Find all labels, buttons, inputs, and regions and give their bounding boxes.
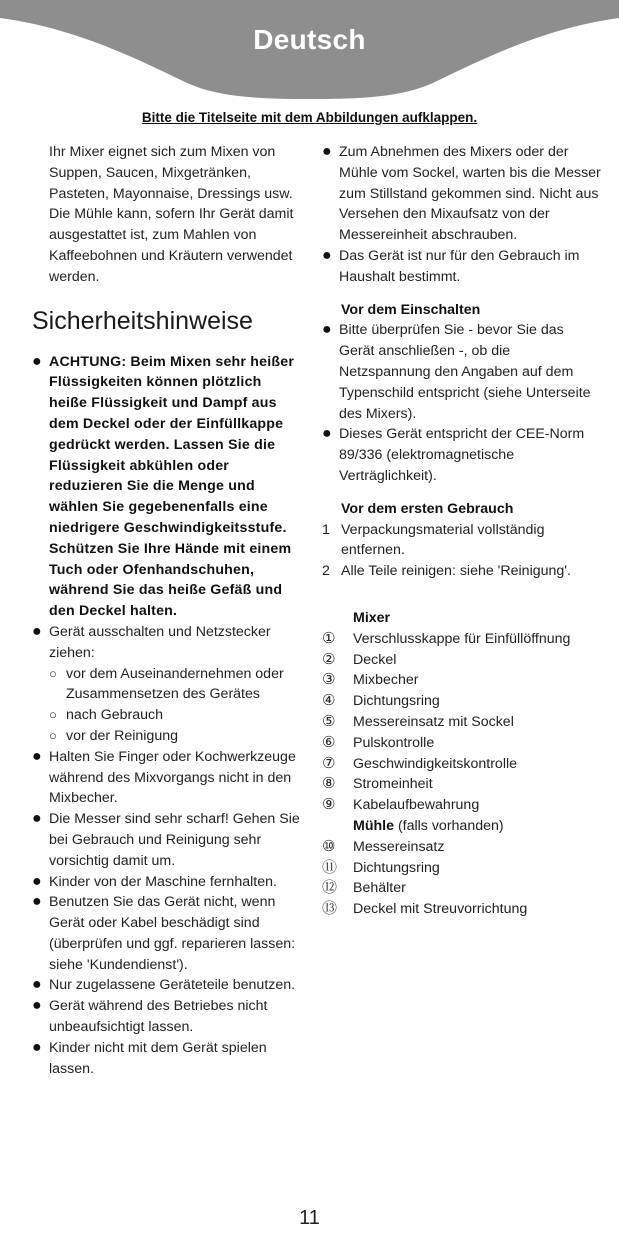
step-item (322, 561, 602, 582)
part-text: Messereinsatz mit Sockel (353, 713, 514, 730)
intro-paragraph: Ihr Mixer eignet sich zum Mixen von Suppen, Saucen, Mixgetränken, Pasteten, Mayonnaise, Dressings usw. Die Mühle kann, sofern Ihr Gerät damit ausgestattet ist, zum Mahlen von Kaffeebohnen und Kräutern verwendet werden. (49, 144, 294, 285)
bullet-icon: ● (32, 352, 42, 370)
part-text: Deckel mit Streuvorrichtung (353, 901, 528, 918)
grinder-parts-list (322, 837, 602, 920)
part-text: Deckel (353, 651, 397, 668)
grinder-note: (falls vorhanden) (397, 817, 504, 834)
part-item (322, 878, 602, 899)
part-number: ⑦ (322, 754, 336, 772)
circle-bullet-icon: ○ (49, 707, 57, 723)
part-text: Messereinsatz (353, 838, 445, 855)
list-item (32, 809, 302, 871)
section-heading-safety: Sicherheitshinweise (32, 306, 253, 335)
header-title: Deutsch (253, 24, 366, 55)
bullet-icon: ● (322, 246, 332, 264)
part-text: Verschlusskappe für Einfüllöffnung (353, 630, 571, 647)
part-number: ③ (322, 671, 336, 689)
list-item (32, 892, 302, 975)
part-item (322, 670, 602, 691)
subtitle-instruction: Bitte die Titelseite mit dem Abbildungen aufklappen. (141, 110, 478, 125)
list-item-text: Halten Sie Finger oder Kochwerkzeuge während des Mixvorgangs nicht in den Mixbecher. (49, 748, 296, 807)
bullet-icon: ● (322, 425, 332, 443)
right-column (322, 142, 602, 920)
warning-text: ACHTUNG: Beim Mixen sehr heißer Flüssigkeiten können plötzlich heiße Flüssigkeit und Dampf aus dem Deckel oder der Einfüllkappe gedrückt werden. Lassen Sie die Flüssigkeit abkühlen oder reduzieren Sie die Menge und wählen Sie gegebenenfalls eine niedrigere Geschwindigkeitsstufe. Schützen Sie Ihre Hände mit einem Tuch oder Ofenhandschuhen, während Sie das heiße Gefäß und den Deckel halten. (49, 353, 295, 620)
list-item (32, 747, 302, 809)
bullet-icon: ● (32, 1038, 42, 1056)
bullet-icon: ● (32, 747, 42, 765)
heading-mixer: Mixer (353, 609, 391, 626)
list-item-text: Gerät ausschalten und Netzstecker ziehen: (49, 623, 271, 661)
list-item (32, 1038, 302, 1080)
list-item (32, 352, 302, 622)
part-number: ① (322, 629, 336, 647)
list-item (32, 622, 302, 747)
part-item (322, 733, 602, 754)
sublist-item-text: vor der Reinigung (66, 727, 178, 744)
list-item-text: Dieses Gerät entspricht der CEE-Norm 89/336 (elektromagnetische Verträglichkeit). (339, 426, 585, 484)
part-number: ⑥ (322, 733, 336, 751)
list-item-text: Gerät während des Betriebes nicht unbeaufsichtigt lassen. (49, 998, 268, 1036)
sublist-item (49, 664, 302, 706)
list-item (32, 975, 302, 996)
part-text: Dichtungsring (353, 859, 440, 876)
list-item-text: Zum Abnehmen des Mixers oder der Mühle vom Sockel, warten bis die Messer zum Stillstand gekommen sind. Nicht aus Versehen den Mixaufsatz von der Messereinheit abschrauben. (339, 144, 601, 244)
part-item (322, 858, 602, 879)
page-number: 11 (299, 1207, 320, 1229)
list-item-text: Kinder von der Maschine fernhalten. (49, 873, 277, 890)
part-number: ⑩ (322, 837, 336, 855)
list-item (322, 142, 602, 246)
heading-grinder: Mühle (353, 817, 394, 834)
list-item-text: Das Gerät ist nur für den Gebrauch im Haushalt bestimmt. (339, 247, 580, 285)
part-text: Mixbecher (353, 672, 419, 689)
part-number: ⑨ (322, 796, 336, 814)
heading-first-use: Vor dem ersten Gebrauch (341, 500, 514, 517)
bullet-icon: ● (322, 321, 332, 339)
sublist-item-text: nach Gebrauch (66, 707, 164, 724)
heading-before-switch-on: Vor dem Einschalten (341, 301, 481, 318)
part-item (322, 774, 602, 795)
part-number: ② (322, 650, 336, 668)
list-item (322, 320, 602, 424)
bullet-icon: ● (322, 143, 332, 160)
bullet-icon: ● (32, 893, 42, 911)
part-text: Geschwindigkeitskontrolle (353, 755, 518, 772)
mixer-parts-list (322, 629, 602, 816)
unplug-sublist (49, 664, 302, 747)
left-column (32, 142, 302, 1079)
sublist-item (49, 705, 302, 726)
bullet-icon: ● (32, 997, 42, 1015)
list-item-text: Die Messer sind sehr scharf! Gehen Sie bei Gebrauch und Reinigung sehr vorsichtig damit um. (49, 811, 300, 869)
list-item (322, 424, 602, 486)
list-item (322, 246, 602, 288)
circle-bullet-icon: ○ (49, 665, 57, 681)
list-item-text: Nur zugelassene Geräteteile benutzen. (49, 977, 296, 994)
first-use-steps (322, 520, 602, 582)
general-list (322, 142, 602, 288)
step-number: 2 (322, 563, 330, 580)
part-number: ⑧ (322, 775, 336, 793)
list-item (32, 996, 302, 1038)
part-item (322, 754, 602, 775)
bullet-icon: ● (32, 872, 42, 890)
list-item-text: Bitte überprüfen Sie - bevor Sie das Gerät anschließen -, ob die Netzspannung den Angaben auf dem Typenschild entspricht (siehe Unterseite des Mixers). (339, 322, 591, 422)
part-text: Dichtungsring (353, 693, 440, 710)
part-item (322, 712, 602, 733)
part-item (322, 795, 602, 816)
sublist-item (49, 726, 302, 747)
circle-bullet-icon: ○ (49, 727, 57, 743)
part-item (322, 899, 602, 920)
bullet-icon: ● (32, 976, 42, 994)
step-text: Verpackungsmaterial vollständig entfernen. (341, 521, 545, 559)
part-item (322, 629, 602, 650)
bullet-icon: ● (32, 622, 42, 640)
step-number: 1 (322, 521, 330, 538)
before-switch-on-list (322, 320, 602, 486)
list-item-text: Benutzen Sie das Gerät nicht, wenn Gerät oder Kabel beschädigt sind (überprüfen und ggf. reparieren lassen: siehe 'Kundendienst'). (49, 894, 296, 973)
sublist-item-text: vor dem Auseinandernehmen oder Zusammensetzen des Gerätes (66, 665, 284, 703)
part-item (322, 837, 602, 858)
grinder-heading-line (322, 816, 602, 837)
part-text: Behälter (353, 880, 406, 897)
part-number: ⑪ (322, 858, 338, 876)
part-item (322, 650, 602, 671)
part-text: Kabelaufbewahrung (353, 797, 480, 814)
bullet-icon: ● (32, 810, 42, 828)
safety-list (32, 352, 302, 1080)
part-number: ⑫ (322, 879, 338, 897)
part-text: Stromeinheit (353, 776, 433, 793)
part-number: ⑤ (322, 712, 336, 730)
list-item-text: Kinder nicht mit dem Gerät spielen lassen. (49, 1039, 267, 1077)
part-item (322, 691, 602, 712)
step-item (322, 520, 602, 562)
list-item (32, 872, 302, 893)
part-number: ⑬ (322, 900, 338, 918)
part-number: ④ (322, 692, 336, 710)
part-text: Pulskontrolle (353, 734, 435, 751)
step-text: Alle Teile reinigen: siehe 'Reinigung'. (341, 563, 571, 580)
